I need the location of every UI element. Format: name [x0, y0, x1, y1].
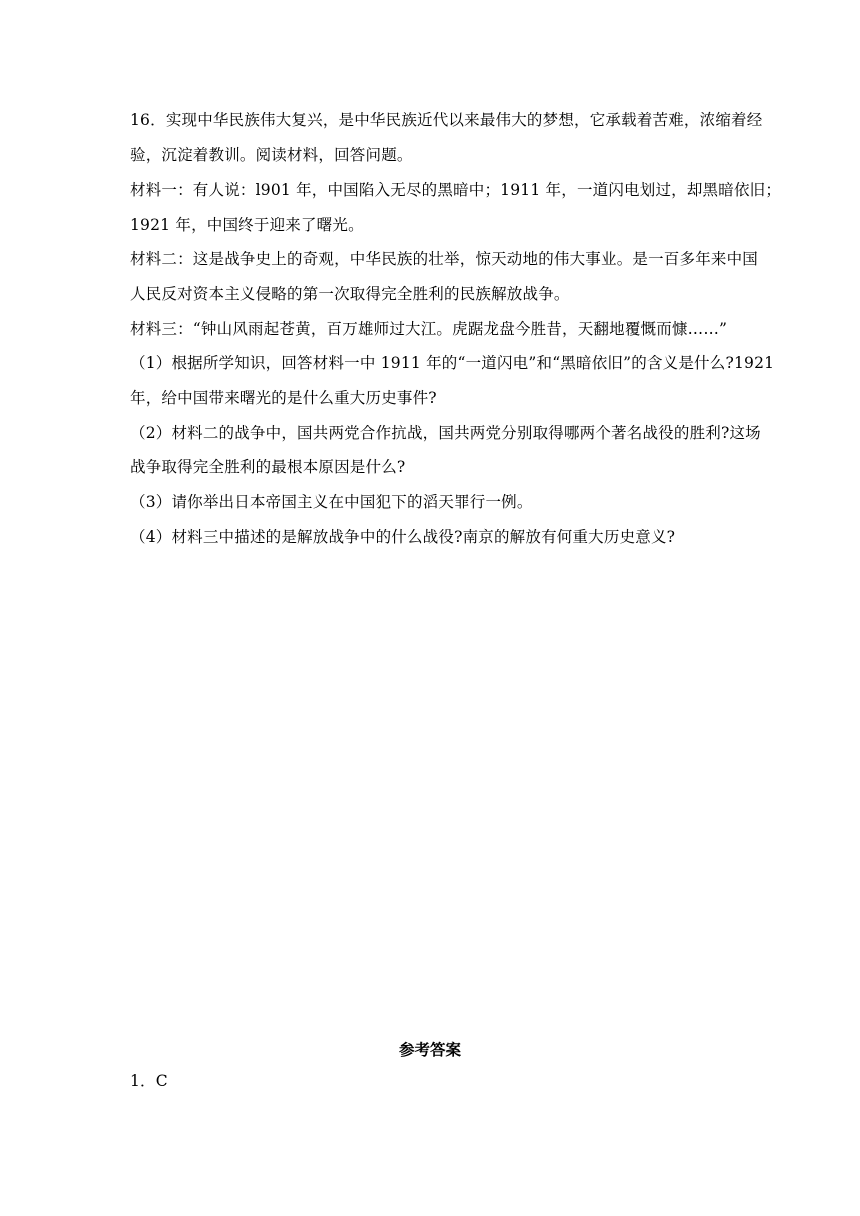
- sub-question-4-line-1: （4）材料三中描述的是解放战争中的什么战役?南京的解放有何重大历史意义?: [130, 528, 676, 546]
- material-2-line-1: 材料二：这是战争史上的奇观，中华民族的壮举，惊天动地的伟大事业。是一百多年来中国: [130, 250, 759, 268]
- material-2-line-2: 人民反对资本主义侵略的第一次取得完全胜利的民族解放战争。: [130, 285, 570, 303]
- answers-title: 参考答案: [398, 1040, 461, 1059]
- sub-question-1-line-2: 年，给中国带来曙光的是什么重大历史事件?: [130, 389, 437, 407]
- material-1-line-2: 1921 年，中国终于迎来了曙光。: [130, 216, 364, 234]
- sub-question-2-line-1: （2）材料二的战争中，国共两党合作抗战，国共两党分别取得哪两个著名战役的胜利?这场: [130, 424, 761, 442]
- sub-question-1-line-1: （1）根据所学知识，回答材料一中 1911 年的“一道闪电”和“黑暗依旧”的含义是什么?1921: [130, 354, 775, 372]
- sub-question-2-line-2: 战争取得完全胜利的最根本原因是什么?: [130, 458, 406, 476]
- material-1-line-1: 材料一：有人说：l901 年，中国陷入无尽的黑暗中；1911 年，一道闪电划过，却黑暗依旧；: [130, 181, 782, 199]
- material-3-line-1: 材料三：“钟山风雨起苍黄，百万雄师过大江。虎踞龙盘今胜昔，天翻地覆慨而慷……”: [130, 320, 728, 338]
- sub-question-3-line-1: （3）请你举出日本帝国主义在中国犯下的滔天罪行一例。: [130, 493, 533, 511]
- answer-item-1: 1．C: [130, 1072, 168, 1090]
- question-stem-line-1: 16．实现中华民族伟大复兴，是中华民族近代以来最伟大的梦想，它承载着苦难，浓缩着经: [130, 111, 763, 129]
- question-stem-line-2: 验，沉淀着教训。阅读材料，回答问题。: [130, 146, 413, 164]
